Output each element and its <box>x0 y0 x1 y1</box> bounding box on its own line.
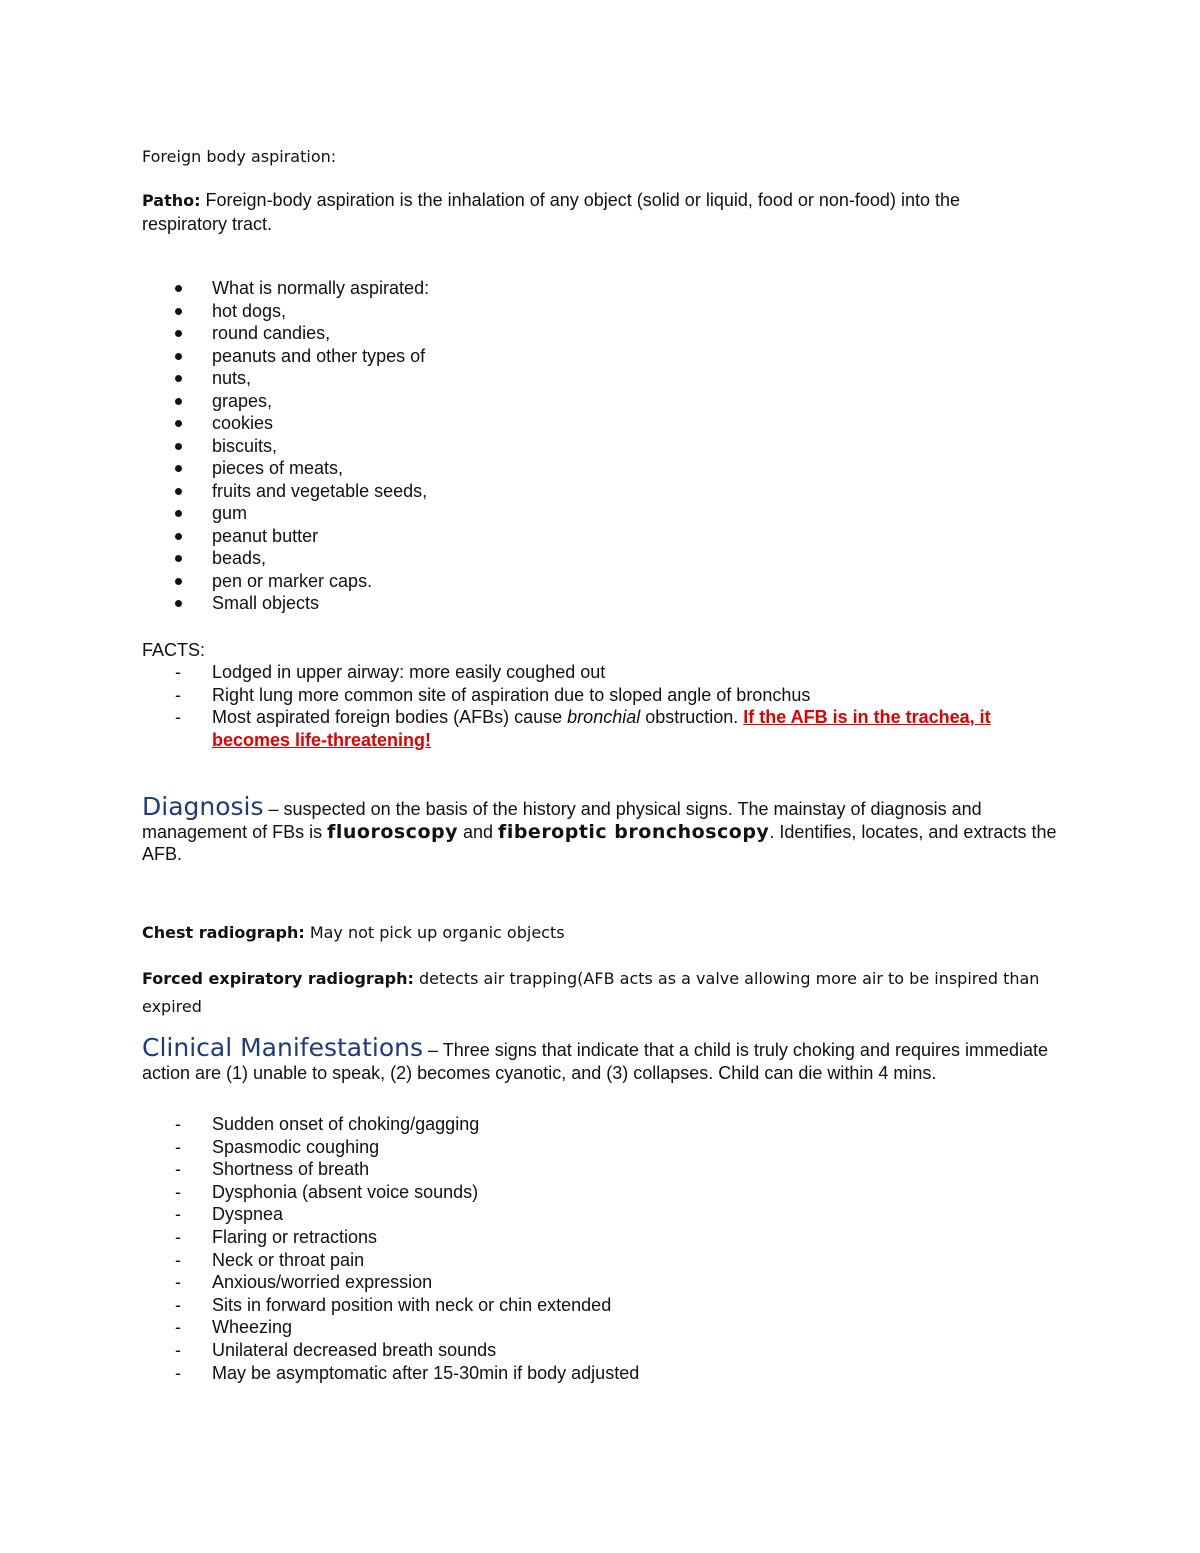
page-title: Foreign body aspiration: <box>142 147 337 166</box>
list-item <box>142 1316 639 1339</box>
list-item: hot dogs, <box>142 300 429 323</box>
dash-bullet: - <box>175 1136 181 1157</box>
clinical-list <box>142 1113 639 1384</box>
forced-label: Forced expiratory radiograph: <box>142 969 414 988</box>
clinical-item: Shortness of breath <box>212 1159 370 1180</box>
clinical-heading: Clinical Manifestations <box>142 1033 424 1062</box>
dash-bullet: - <box>175 684 181 705</box>
list-item: grapes, <box>142 390 429 413</box>
clinical-item: Flaring or retractions <box>212 1226 378 1247</box>
dash-bullet: - <box>175 1114 181 1134</box>
dash-bullet: - <box>175 662 181 682</box>
fact-text: Right lung more common site of aspiration due to sloped angle of bronchus <box>212 684 811 705</box>
list-item <box>142 1271 639 1294</box>
dash-bullet: - <box>175 707 181 727</box>
chest-label: Chest radiograph: <box>142 923 305 942</box>
list-item <box>142 1249 639 1272</box>
aspirated-items-list <box>142 277 429 615</box>
clinical-item: Sits in forward position with neck or chin extended <box>212 1294 612 1315</box>
list-item <box>142 1203 639 1226</box>
list-item: What is normally aspirated: <box>142 277 429 300</box>
warning-text: If the AFB is in the trachea, it becomes life-threatening! <box>212 707 991 750</box>
chest-text: May not pick up organic objects <box>304 923 565 942</box>
forced-text: detects air trapping(AFB acts as a valve allowing more air to be inspired than expired <box>142 969 1040 1016</box>
list-item: pieces of meats, <box>142 457 429 480</box>
list-item: cookies <box>142 412 429 435</box>
facts-list <box>142 661 1072 751</box>
list-item: round candies, <box>142 322 429 345</box>
list-item <box>142 1339 639 1362</box>
list-item: beads, <box>142 547 429 570</box>
list-item: peanut butter <box>142 525 429 548</box>
dash-bullet: - <box>175 1226 181 1247</box>
clinical-item: Anxious/worried expression <box>212 1272 433 1293</box>
bronchoscopy-term: fiberoptic bronchoscopy <box>498 820 770 843</box>
facts-label: FACTS: <box>142 640 206 660</box>
list-item: biscuits, <box>142 435 429 458</box>
dash-bullet: - <box>175 1272 181 1293</box>
dash-bullet: - <box>175 1204 181 1225</box>
list-item <box>142 1362 639 1385</box>
diagnosis-text: . Identifies, locates, and extracts the AFB. <box>142 821 1057 864</box>
dash-bullet: - <box>175 1159 181 1180</box>
diagnosis-text: and <box>458 821 499 842</box>
list-item: nuts, <box>142 367 429 390</box>
diagnosis-heading: Diagnosis <box>142 792 264 821</box>
list-item <box>142 1226 639 1249</box>
dash-bullet: - <box>175 1181 181 1202</box>
forced-radiograph-line <box>142 965 1052 1021</box>
chest-radiograph-line <box>142 922 565 945</box>
list-item <box>142 661 1072 684</box>
list-item: peanuts and other types of <box>142 345 429 368</box>
dash-bullet: - <box>175 1317 181 1338</box>
fact-text: Most aspirated foreign bodies (AFBs) cause <box>212 707 568 727</box>
fact-text: obstruction. <box>640 707 744 727</box>
clinical-text: – Three signs that indicate that a child is truly choking and requires immediate action are (1) unable to speak, (2) becomes cyanotic, and (3) collapses. Child can die within 4 mins. <box>142 1040 1049 1083</box>
list-item <box>142 1113 639 1136</box>
fact-text: Lodged in upper airway: more easily coughed out <box>212 662 606 682</box>
dash-bullet: - <box>175 1294 181 1315</box>
list-item: Small objects <box>142 592 429 615</box>
clinical-item: Neck or throat pain <box>212 1249 365 1270</box>
patho-text: Foreign-body aspiration is the inhalation of any object (solid or liquid, food or non-food) into the respiratory tract. <box>142 190 960 234</box>
diagnosis-section <box>142 792 1072 866</box>
diagnosis-text: – suspected on the basis of the history and physical signs. The mainstay of diagnosis and management of FBs is <box>142 799 982 842</box>
list-item: gum <box>142 502 429 525</box>
clinical-item: May be asymptomatic after 15-30min if body adjusted <box>212 1362 640 1383</box>
dash-bullet: - <box>175 1339 181 1360</box>
fact-italic: bronchial <box>567 707 641 727</box>
list-item: pen or marker caps. <box>142 570 429 593</box>
dash-bullet: - <box>175 1362 181 1383</box>
clinical-item: Unilateral decreased breath sounds <box>212 1339 497 1360</box>
dash-bullet: - <box>175 1249 181 1270</box>
list-item <box>142 1136 639 1159</box>
clinical-item: Dysphonia (absent voice sounds) <box>212 1181 479 1202</box>
list-item: fruits and vegetable seeds, <box>142 480 429 503</box>
clinical-section <box>142 1033 1072 1085</box>
list-item <box>142 684 1072 707</box>
list-item <box>142 1294 639 1317</box>
list-item <box>142 1181 639 1204</box>
patho-paragraph <box>142 189 1042 235</box>
fluoroscopy-term: fluoroscopy <box>327 820 458 843</box>
list-item <box>142 706 1072 751</box>
patho-label: Patho: <box>142 191 201 210</box>
clinical-item: Spasmodic coughing <box>212 1136 380 1157</box>
list-item <box>142 1158 639 1181</box>
clinical-item: Wheezing <box>212 1317 293 1338</box>
clinical-item: Sudden onset of choking/gagging <box>212 1114 480 1134</box>
clinical-item: Dyspnea <box>212 1204 284 1225</box>
